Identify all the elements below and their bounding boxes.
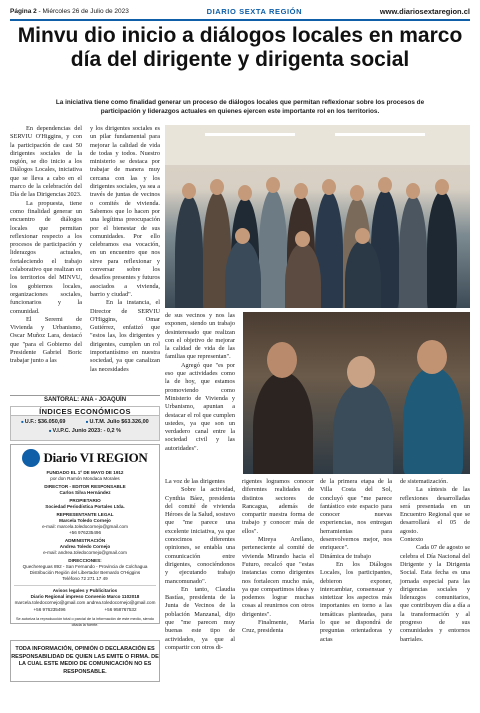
ipc-value: ■ V.I.P.C. Junio 2023: - 0,2 % bbox=[49, 428, 121, 434]
paragraph: El Seremi de Vivienda y Urbanismo, Oscar Muñoz Lara, destacó que "para el Gobierno del Presidente Gabriel Boric trabajar junto a las bbox=[10, 315, 82, 365]
article-column-3 bbox=[165, 312, 235, 453]
paragraph: rigentes logramos conocer diferentes realidades de distintos sectores de Rancagua, además de compartir nuestra forma de trabajo y conocer más de ellos". bbox=[242, 478, 314, 535]
subheading: Dinámica de trabajo bbox=[320, 552, 372, 560]
paragraph: En dependencias del SERVIU O'Higgins, y con la participación de casi 50 dirigentes sociales de la región, se dio inicio a los Diálogos Locales, iniciativa que se lleva a cabo en el marco de la celebración del Día de las Dirigencias 2023. bbox=[10, 125, 82, 199]
paragraph: Cada 07 de agosto se celebra el Día Nacional del Dirigente y la Dirigenta Social. Esta fecha es una jornada especial para las dirigencias sociales y liderazgos comunitarios, que contribuyen día a día a la transformación y al progreso de sus comunidades y entornos barriales. bbox=[400, 544, 470, 643]
newspaper-brand: DIARIO SEXTA REGIÓN bbox=[206, 6, 303, 16]
paragraph: de sus vecinos y nos las exponen, siendo un trabajo desinteresado que realizan con el objetivo de mejorar la calidad de vida de las familias que representan". bbox=[165, 312, 235, 361]
disclaimer-box: TODA INFORMACIÓN, OPINIÓN O DECLARACIÓN ES RESPONSABILIDAD DE QUIEN LAS EMITE O FIRMA. DE LA CUAL ESTE MEDIO DE COMUNICACIÓN NO ES RESPONSABLE. bbox=[10, 640, 160, 682]
paragraph: de la primera etapa de la Villa Costa del Sol, concluyó que "me parece fantástico este espacio para conocer nuevas experiencias, nos entregan herramientas para desenvolvernos mejor, nos enriquece". bbox=[320, 478, 392, 552]
paragraph: La propuesta, tiene como finalidad generar un encuentro de diálogos locales que permitan reflexionar respecto a los procesos de participación y liderazgos actuales, fortaleciendo el trabajo colaborativo que realizan en los territorios del MINVU, los gobiernos locales, organizaciones sociales, funcionarios y la comunidad. bbox=[10, 199, 82, 315]
economic-indices bbox=[10, 406, 160, 441]
masthead-box: Diario VI REGION FUNDADO EL 1º DE MAYO DE 1912 por don Ramón Mondaca Morales DIRECTOR - EDITOR RESPONSABLE Carlos Silva Hernández PROPIETARIO Sociedad Periodística Portales Ltda. REPRESENTANTE LEGAL Marcela Toledo Cornejo e-mail: marcela.toledocornejo@gmail.com +56 976235496 ADMINISTRACIÓN Andrea Toledo Cornejo e-mail: andrea.toledocornejo@gmail.com DIRECCIONES: Quechereguas 892 - San Fernando - Provincia de Colchagua Distribución Región del Libertador Bernardo O'Higgins Teléfono 72 271 17 49 Avisos legales y Publicitarios Diario Regional impreso Convenio Marco 1102018 marcela.toledocornejo@gmail.com andrea.toledocornejo@gmail.com +56 976235496 +56 958767532 Se autoriza la reproducción total o parcial de la información de este medio, siendo citada la fuente. bbox=[10, 444, 160, 624]
paragraph: y los dirigentes sociales es un pilar fundamental para mejorar la calidad de vida de todas y todos. Nuestro ministerio se destaca por trabajar de manera muy cercana con las y los dirigentes sociales, ya sea a través de juntas de vecinos o comités de vivienda. Sabemos que lo hacen por una legítima preocupación por el bienestar de sus comunidades. Por ello celebramos esa vocación, en un encuentro que nos sirve para reflexionar y conversar sobre los desafíos presentes y futuros asociados a vivienda, barrio y ciudad". bbox=[90, 125, 160, 298]
group-photo bbox=[165, 125, 470, 308]
uf-value: ■ U.F.: $36.050,69 bbox=[21, 419, 65, 425]
article-column-2 bbox=[90, 125, 160, 374]
paragraph: Agregó que "es por eso que actividades como la de hoy, que estamos promoviendo como Ministerio de Vivienda y Urbanismo, apuntan a destacar el rol que cumplen ustedes, ya que son un verdadero canal entre la sociedad civil y las autoridades". bbox=[165, 361, 235, 452]
header-rule bbox=[10, 19, 470, 21]
newspaper-logo: Diario VI REGION bbox=[14, 448, 156, 468]
paragraph: de sistematización. bbox=[400, 478, 448, 485]
paragraph: Mireya Arellano, perteneciente al comité de vivienda Mirando hacia el Futuro, recalcó que "estas instancias como dirigentes nos fortalecen mucho más, ya que compartimos ideas y podemos lograr muchas cosas al reunirnos con otros dirigentes". bbox=[242, 536, 314, 618]
paragraph: En tanto, Claudia Bastías, presidenta de la Junta de Vecinos de la población Manzanal, dijo que "me parecen muy buenas este tipo de actividades, ya que al compartir con otros di- bbox=[165, 585, 235, 651]
page-date: Página 2 - Miércoles 26 de Julio de 2023 bbox=[10, 7, 129, 15]
subheading: Contexto bbox=[400, 536, 424, 544]
article-lede: La iniciativa tiene como finalidad generar un proceso de diálogos locales que permitan reflexionar sobre los procesos de participación y liderazgos actuales en quienes ejercen este importante rol en los territorios. bbox=[55, 99, 425, 115]
econ-title: ÍNDICES ECONÓMICOS bbox=[11, 407, 159, 416]
article-column-7 bbox=[400, 478, 470, 644]
site-url[interactable]: www.diariosextaregion.cl bbox=[379, 6, 470, 16]
logo-emblem-icon bbox=[22, 449, 40, 467]
article-column-1 bbox=[10, 125, 82, 366]
paragraph: Finalmente, María Cruz, presidenta bbox=[242, 619, 314, 635]
utm-value: ■ U.T.M. Julio $63.326,00 bbox=[86, 419, 149, 425]
article-column-4 bbox=[165, 478, 235, 652]
subheading: La voz de las dirigentes bbox=[165, 478, 225, 485]
paragraph: La síntesis de las reflexiones desarrolladas será presentada en un Encuentro Regional que se desarrollará el 05 de agosto. bbox=[400, 486, 470, 535]
santoral: SANTORAL: ANA - JOAQUÍN bbox=[10, 395, 160, 405]
top-bar bbox=[10, 5, 470, 17]
article-column-5 bbox=[242, 478, 314, 636]
meeting-photo bbox=[243, 312, 470, 474]
article-column-6 bbox=[320, 478, 392, 644]
paragraph: Sobre la actividad, Cynthia Báez, presidenta del comité de vivienda Héroes de la Salud, sostuvo que "me parece una excelente iniciativa, ya que conocimos diferentes opiniones, se entabla una comunicación entre dirigentes, conociéndonos y ejecutando trabajo mancomunado". bbox=[165, 486, 235, 585]
paragraph: En los Diálogos Locales, los participantes, debieron exponer, intercambiar, consensuar y sintetizar los aspectos más importantes en torno a las temáticas planteadas, para lo que se dispondrá de preguntas orientadoras y actas bbox=[320, 560, 392, 643]
paragraph: En la instancia, el Director de SERVIU O'Higgins, Omar Gutiérrez, enfatizó que "estos las, los dirigentes y dirigentes, cumplen un rol importantísimo en nuestra sociedad, ya que canalizan las necesidades bbox=[90, 299, 160, 373]
article-headline: Minvu dio inicio a diálogos locales en marco día del dirigente y dirigenta social bbox=[17, 24, 463, 71]
